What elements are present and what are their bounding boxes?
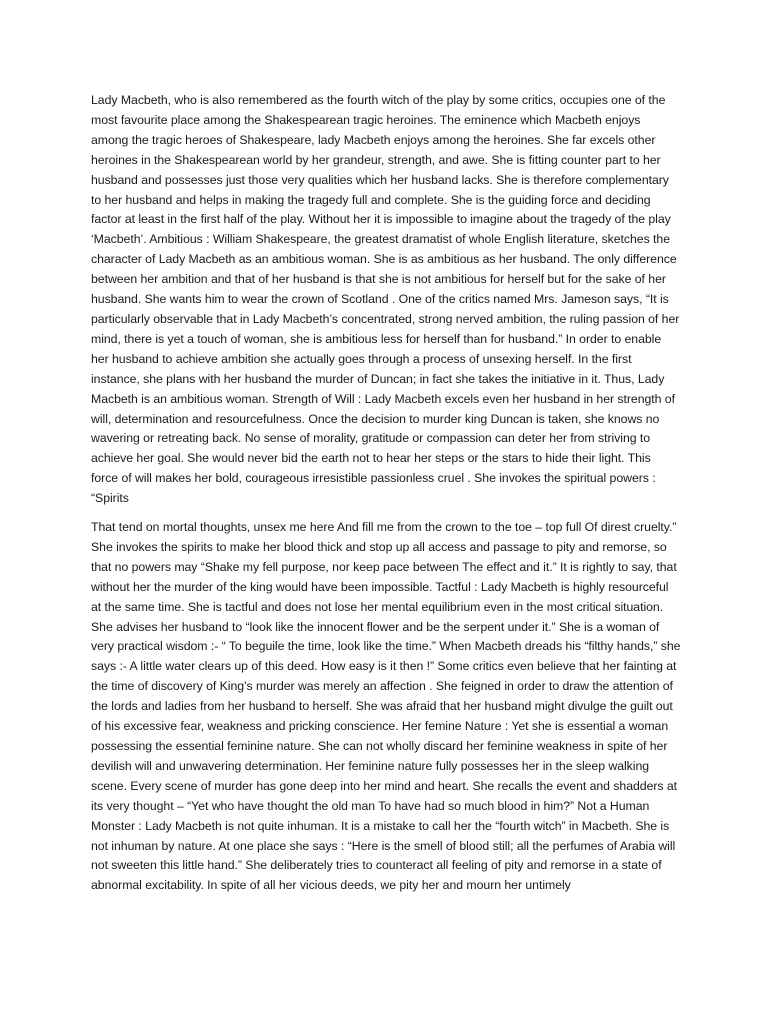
document-page	[91, 91, 681, 896]
paragraph-1: Lady Macbeth, who is also remembered as the fourth witch of the play by some critics, occupies one of the most favourite place among the Shakespearean tragic heroines. The eminence which Macbeth enjoys among the tragic heroes of Shakespeare, lady Macbeth enjoys among the heroines. She far excels other heroines in the Shakespearean world by her grandeur, strength, and awe. She is fitting counter part to her husband and possesses just those very qualities which her husband lacks. She is therefore complementary to her husband and helps in making the tragedy full and complete. She is the guiding force and deciding factor at least in the first half of the play. Without her it is impossible to imagine about the tragedy of the play ‘Macbeth’. Ambitious : William Shakespeare, the greatest dramatist of whole English literature, sketches the character of Lady Macbeth as an ambitious woman. She is as ambitious as her husband. The only difference between her ambition and that of her husband is that she is not ambitious for herself but for the sake of her husband. She wants him to wear the crown of Scotland . One of the critics named Mrs. Jameson says, “It is particularly observable that in Lady Macbeth’s concentrated, strong nerved ambition, the ruling passion of her mind, there is yet a touch of woman, she is ambitious less for herself than for husband.” In order to enable her husband to achieve ambition she actually goes through a process of unsexing herself. In the first instance, she plans with her husband the murder of Duncan; in fact she takes the initiative in it. Thus, Lady Macbeth is an ambitious woman. Strength of Will : Lady Macbeth excels even her husband in her strength of will, determination and resourcefulness. Once the decision to murder king Duncan is taken, she knows no wavering or retreating back. No sense of morality, gratitude or compassion can deter her from striving to achieve her goal. She would never bid the earth not to hear her steps or the stars to hide their light. This force of will makes her bold, courageous irresistible passionless cruel . She invokes the spiritual powers : “Spirits	[91, 93, 680, 506]
paragraph-2: That tend on mortal thoughts, unsex me here And fill me from the crown to the toe – top full Of direst cruelty.” She invokes the spirits to make her blood thick and stop up all access and passage to pity and remorse, so that no powers may “Shake my fell purpose, nor keep pace between The effect and it.” It is rightly to say, that without her the murder of the king would have been impossible. Tactful : Lady Macbeth is highly resourceful at the same time. She is tactful and does not lose her mental equilibrium even in the most critical situation. She advises her husband to “look like the innocent flower and be the serpent under it.” She is a woman of very practical wisdom :- “ To beguile the time, look like the time.” When Macbeth dreads his “filthy hands,” she says :- A little water clears up of this deed. How easy is it then !” Some critics even believe that her fainting at the time of discovery of King’s murder was merely an affection . She feigned in order to draw the attention of the lords and ladies from her husband to herself. She was afraid that her husband might divulge the guilt out of his excessive fear, weakness and pricking conscience. Her femine Nature : Yet she is essential a woman possessing the essential feminine nature. She can not wholly discard her feminine weakness in spite of her devilish will and unwavering determination. Her feminine nature fully possesses her in the sleep walking scene. Every scene of murder has gone deep into her mind and heart. She recalls the event and shadders at its very thought – “Yet who have thought the old man To have had so much blood in him?” Not a Human Monster : Lady Macbeth is not quite inhuman. It is a mistake to call her the “fourth witch” in Macbeth. She is not inhuman by nature. At one place she says : “Here is the smell of blood still; all the perfumes of Arabia will not sweeten this little hand.” She deliberately tries to counteract all feeling of pity and remorse in a state of abnormal excitability. In spite of all her vicious deeds, we pity her and mourn her untimely	[91, 520, 681, 893]
